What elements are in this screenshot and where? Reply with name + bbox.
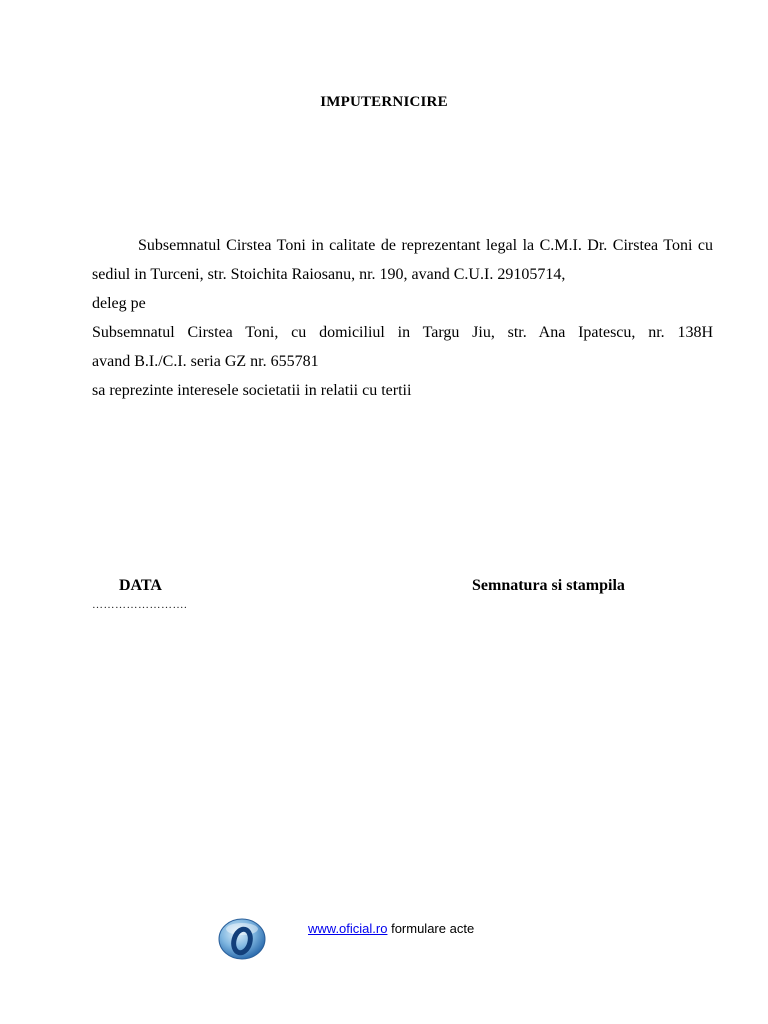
- main-paragraph: Subsemnatul Cirstea Toni in calitate de reprezentant legal la C.M.I. Dr. Cirstea Toni cu sediul in Turceni, str. Stoichita Raiosanu, nr. 190, avand C.U.I. 29105714,: [92, 237, 713, 283]
- footer-text: [308, 921, 474, 936]
- footer: [0, 913, 768, 963]
- signature-label: Semnatura si stampila: [472, 577, 625, 594]
- oficial-link[interactable]: www.oficial.ro: [308, 921, 388, 936]
- document-title: IMPUTERNICIRE: [320, 94, 448, 110]
- document-body: [92, 231, 713, 405]
- date-placeholder-dots: …………………….: [92, 599, 188, 611]
- signature-row: [0, 577, 768, 601]
- person-line: Subsemnatul Cirstea Toni, cu domiciliul in Targu Jiu, str. Ana Ipatescu, nr. 138H: [92, 324, 713, 341]
- deleg-line: deleg pe: [92, 295, 146, 312]
- purpose-line: sa reprezinte interesele societatii in relatii cu tertii: [92, 382, 412, 399]
- footer-suffix: formulare acte: [387, 921, 475, 936]
- oficial-logo-icon: [218, 917, 266, 961]
- date-label: DATA: [119, 577, 162, 594]
- id-line: avand B.I./C.I. seria GZ nr. 655781: [92, 353, 319, 370]
